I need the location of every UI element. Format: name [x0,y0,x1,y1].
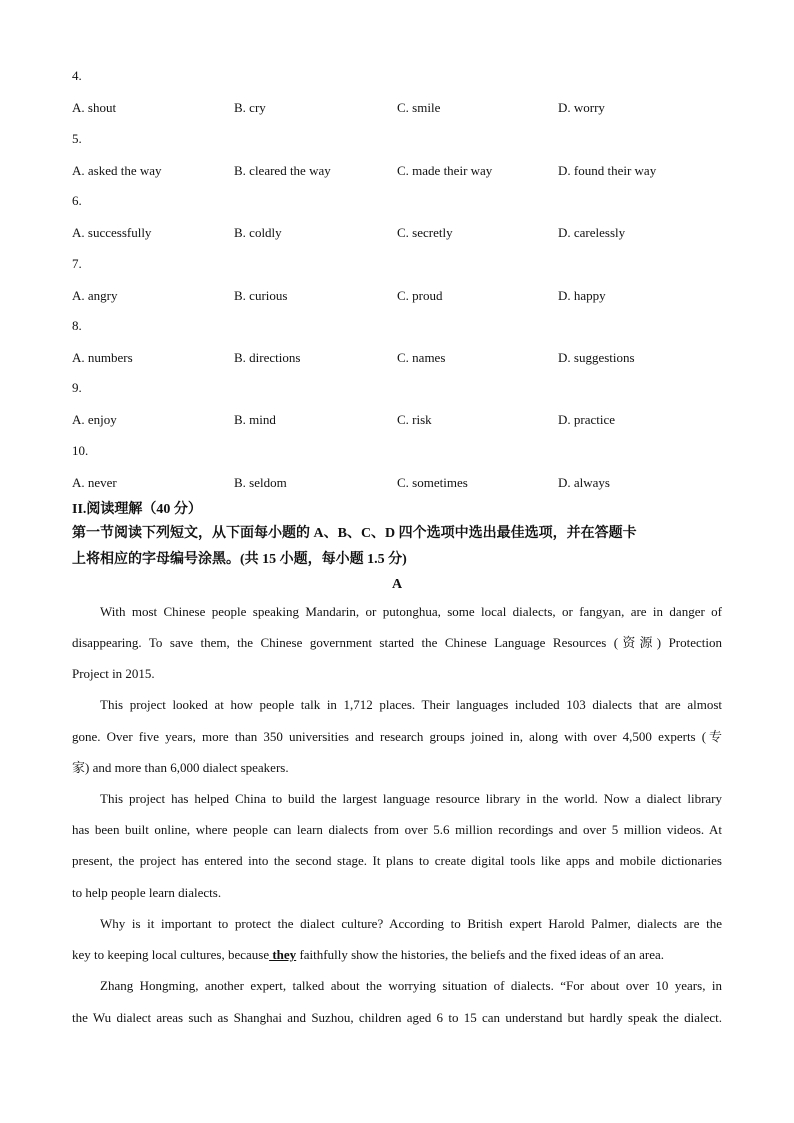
option-b: B. mind [234,412,276,427]
option-d: D. worry [558,100,605,115]
option-d: D. always [558,475,610,490]
option-c: C. risk [397,412,432,427]
passage-line [72,947,722,963]
option-c: C. sometimes [397,475,468,490]
option-c: C. smile [397,100,441,115]
section-title: II.阅读理解（40 分） [72,502,202,517]
question-number: 6. [72,193,82,208]
option-c: C. made their way [397,163,493,178]
passage-line: Why is it important to protect the dialect culture? According to British expert Harold Palmer, dialects are the [100,916,722,931]
passage-label: A [391,577,403,592]
option-a: A. enjoy [72,412,117,427]
passage-line: the Wu dialect areas such as Shanghai and Suzhou, children aged 6 to 15 can understand but hardly speak the dialect. [72,1010,722,1025]
question-number: 4. [72,68,82,83]
option-d: D. carelessly [558,225,626,240]
option-b: B. coldly [234,225,282,240]
passage-line: to help people learn dialects. [72,885,222,900]
question-number: 9. [72,380,82,395]
option-a: A. successfully [72,225,152,240]
section-instruction: 第一节阅读下列短文，从下面每小题的 A、B、C、D 四个选项中选出最佳选项，并在答题卡 [72,526,637,541]
option-a: A. angry [72,288,118,303]
option-b: B. cleared the way [234,163,331,178]
passage-line: This project looked at how people talk in 1,712 places. Their languages included 103 dialects that are almost [100,697,722,712]
option-d: D. happy [558,288,606,303]
passage-line: present, the project has entered into the second stage. It plans to create digital tools like apps and mobile dictionaries [72,853,722,868]
section-instruction: 上将相应的字母编号涂黑。(共 15 小题，每小题 1.5 分) [72,552,407,567]
passage-text: faithfully show the histories, the beliefs and the fixed ideas of an area. [296,947,665,962]
option-a: A. asked the way [72,163,162,178]
option-d: D. suggestions [558,350,635,365]
passage-line: Zhang Hongming, another expert, talked about the worrying situation of dialects. “For about over 10 years, in [100,978,722,993]
passage-line: has been built online, where people can learn dialects from over 5.6 million recordings and over 5 million videos. At [72,822,722,837]
option-a: A. never [72,475,117,490]
question-number: 8. [72,318,82,333]
passage-text: key to keeping local cultures, because [72,947,270,962]
passage-line: gone. Over five years, more than 350 universities and research groups joined in, along with over 4,500 experts (专 [72,729,722,744]
option-d: D. found their way [558,163,657,178]
option-a: A. numbers [72,350,133,365]
option-d: D. practice [558,412,616,427]
passage-line: 家) and more than 6,000 dialect speakers. [72,760,289,775]
underlined-keyword: they [269,947,297,962]
option-c: C. secretly [397,225,453,240]
passage-line: Project in 2015. [72,666,155,681]
option-c: C. proud [397,288,443,303]
question-number: 5. [72,131,82,146]
passage-line: disappearing. To save them, the Chinese government started the Chinese Language Resources (资源) Protection [72,635,722,650]
option-c: C. names [397,350,446,365]
option-b: B. curious [234,288,288,303]
question-number: 10. [72,443,89,458]
option-b: B. cry [234,100,266,115]
option-b: B. directions [234,350,301,365]
option-b: B. seldom [234,475,287,490]
question-number: 7. [72,256,82,271]
option-a: A. shout [72,100,117,115]
passage-line: With most Chinese people speaking Mandarin, or putonghua, some local dialects, or fangyan, are in danger of [100,604,722,619]
passage-line: This project has helped China to build the largest language resource library in the world. Now a dialect library [100,791,722,806]
